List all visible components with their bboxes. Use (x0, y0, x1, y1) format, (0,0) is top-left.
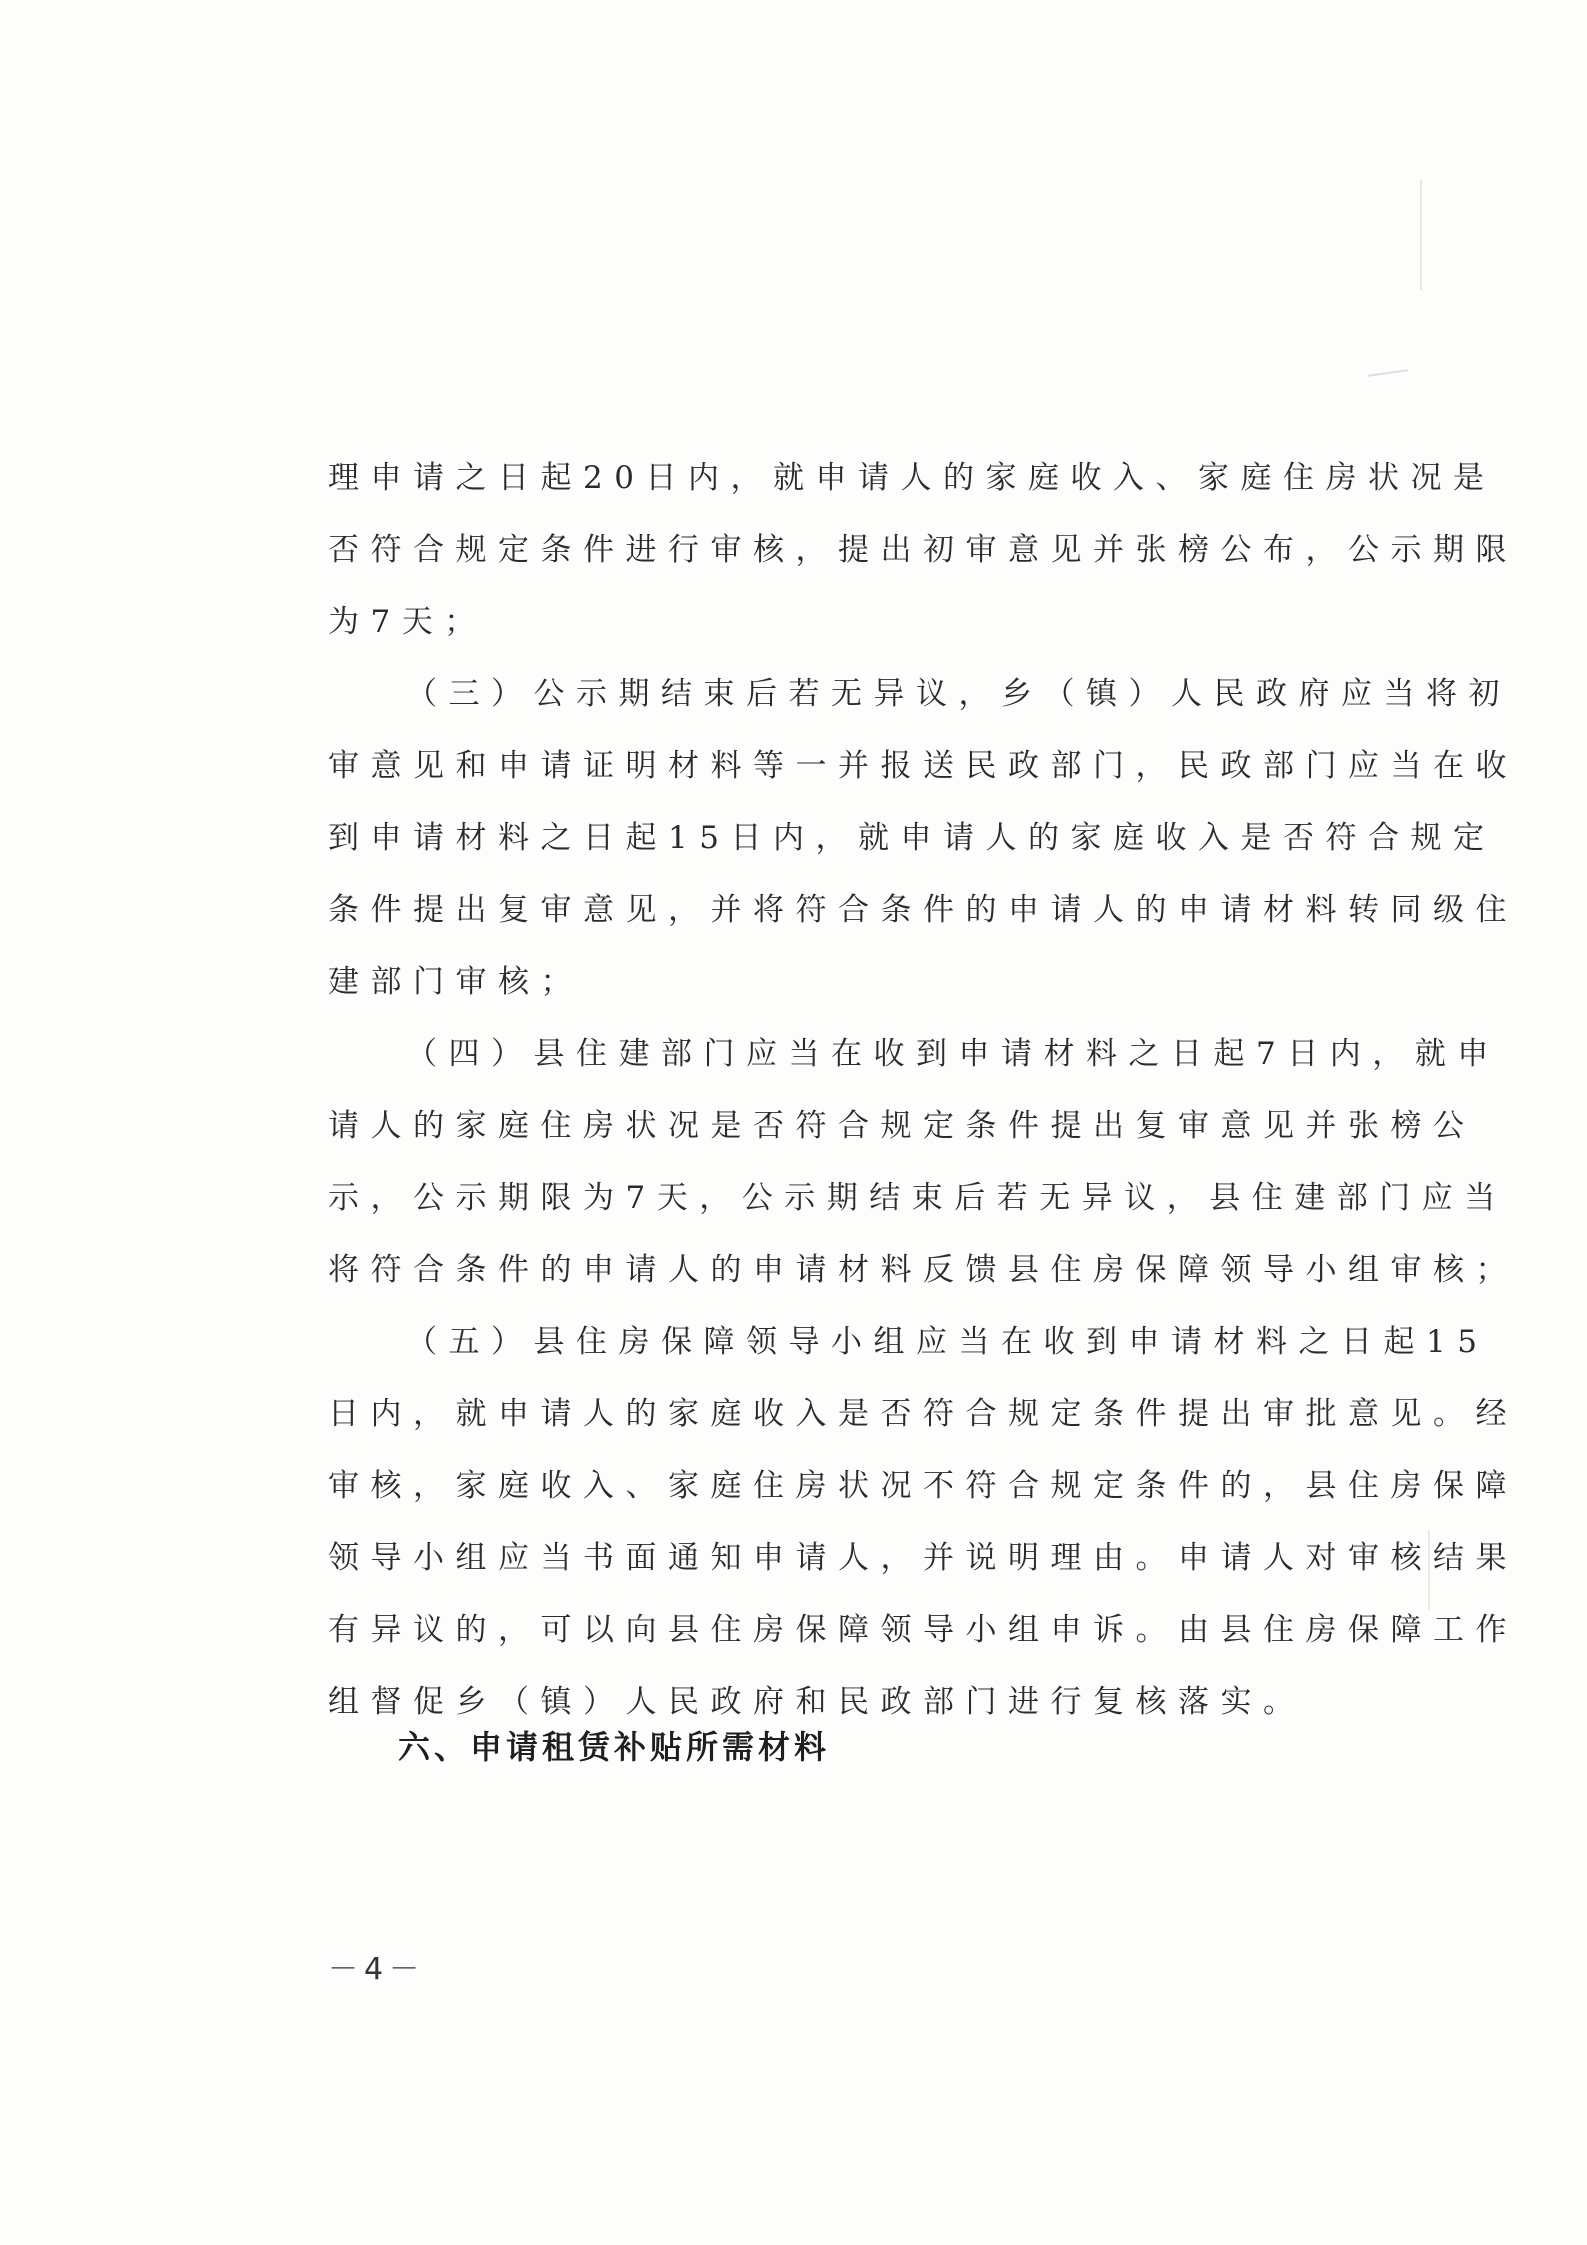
text-line: （五）县住房保障领导小组应当在收到申请材料之日起15 (406, 1324, 1489, 1360)
text-line: 否符合规定条件进行审核，提出初审意见并张榜公布，公示期限 (328, 532, 1518, 568)
scan-edge-mark (1368, 369, 1408, 377)
text-line: 理申请之日起20日内，就申请人的家庭收入、家庭住房状况是 (328, 460, 1496, 496)
page-number: －4－ (328, 1952, 426, 1987)
text-line: 有异议的，可以向县住房保障领导小组申诉。由县住房保障工作 (328, 1612, 1518, 1648)
scan-edge-mark (1420, 180, 1422, 290)
text-line: （四）县住建部门应当在收到申请材料之日起7日内，就申 (406, 1036, 1500, 1072)
text-line: 到申请材料之日起15日内，就申请人的家庭收入是否符合规定 (328, 820, 1496, 856)
text-line: 审意见和申请证明材料等一并报送民政部门，民政部门应当在收 (328, 748, 1518, 784)
text-line: 审核，家庭收入、家庭住房状况不符合规定条件的，县住房保障 (328, 1468, 1518, 1504)
text-line: 组督促乡（镇）人民政府和民政部门进行复核落实。 (328, 1684, 1306, 1720)
text-line: 请人的家庭住房状况是否符合规定条件提出复审意见并张榜公 (328, 1108, 1476, 1144)
text-line: 条件提出复审意见，并将符合条件的申请人的申请材料转同级住 (328, 892, 1518, 928)
body-text (328, 442, 1518, 1738)
text-line: 日内，就申请人的家庭收入是否符合规定条件提出审批意见。经 (328, 1396, 1518, 1432)
text-line: 示，公示期限为7天，公示期结束后若无异议，县住建部门应当 (328, 1180, 1507, 1216)
text-line: 领导小组应当书面通知申请人，并说明理由。申请人对审核结果 (328, 1540, 1518, 1576)
text-line: （三）公示期结束后若无异议，乡（镇）人民政府应当将初 (406, 676, 1511, 712)
text-line: 为7天； (328, 604, 487, 640)
text-line: 建部门审核； (328, 964, 583, 1000)
text-line: 将符合条件的申请人的申请材料反馈县住房保障领导小组审核； (328, 1252, 1518, 1288)
section-heading: 六、申请租赁补贴所需材料 (398, 1728, 831, 1766)
